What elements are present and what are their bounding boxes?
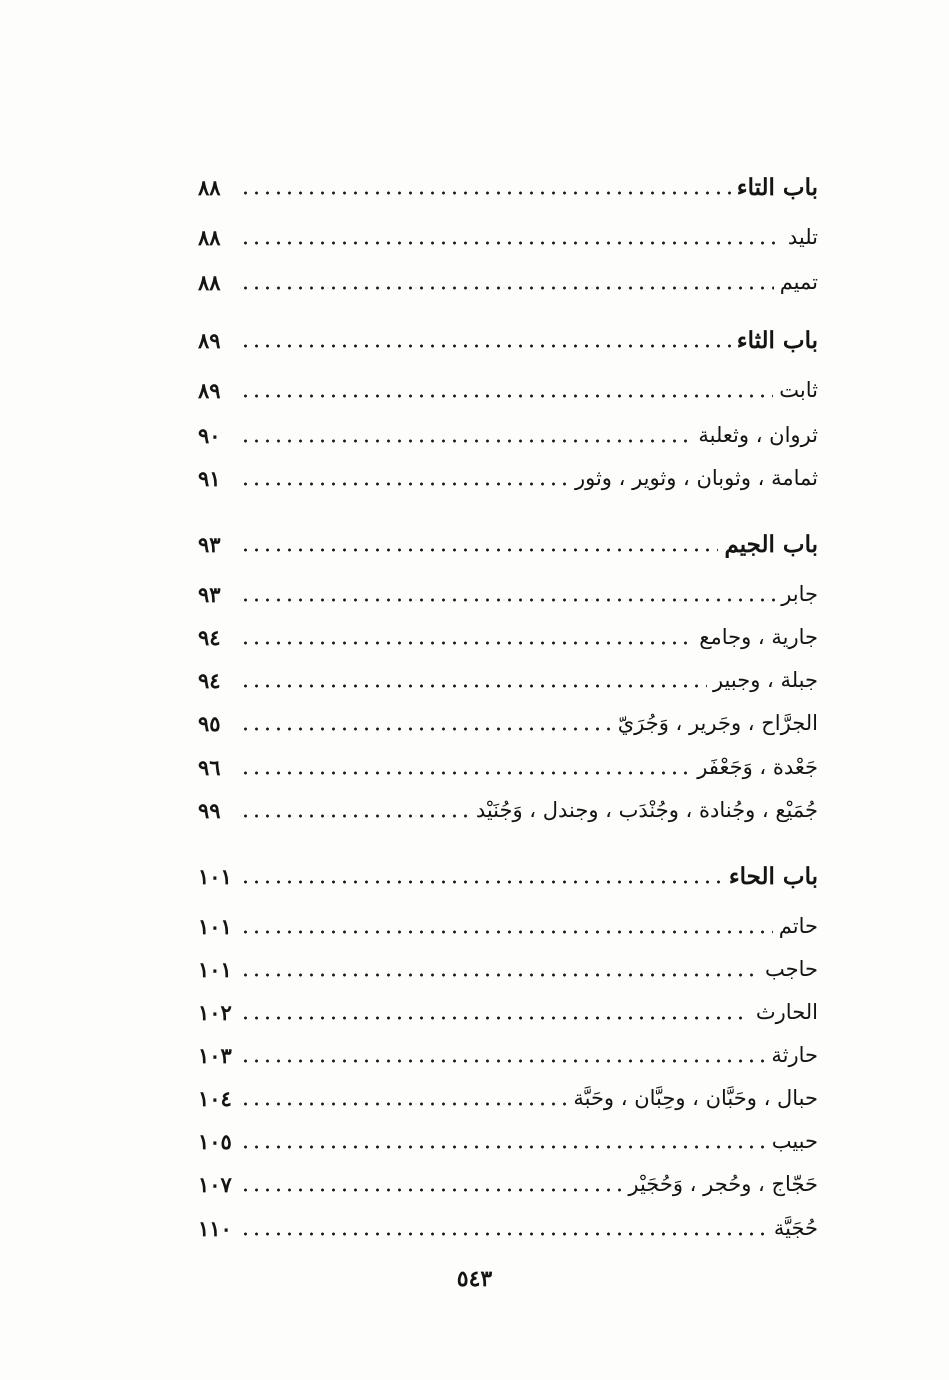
dot-leader	[240, 438, 692, 444]
toc-entry	[198, 748, 818, 786]
toc-entry-page: ٨٨	[198, 269, 221, 295]
dot-leader	[240, 1144, 766, 1150]
toc-entry-title: ثابت	[779, 378, 818, 402]
toc-entry-title: ثروان ، وثعلبة	[698, 423, 818, 447]
dot-leader	[240, 929, 773, 935]
toc-entry-title: تليد	[787, 225, 818, 249]
toc-entry	[198, 263, 818, 301]
toc-entry	[198, 907, 818, 945]
toc-entry-page: ٩٠	[198, 422, 221, 448]
toc-entry-title: حاجب	[765, 957, 818, 981]
toc-entry-page: ٩٤	[198, 624, 221, 650]
toc-entry-title: ثمامة ، وثوبان ، وثوير ، وثور	[574, 466, 818, 490]
dot-leader	[240, 393, 773, 399]
toc-entry	[198, 704, 818, 742]
dot-leader	[240, 640, 693, 646]
toc-entry-page: ٩١	[198, 465, 221, 491]
toc-section-heading	[198, 525, 818, 563]
dot-leader	[240, 972, 759, 978]
toc-entry-page: ٨٩	[198, 327, 221, 353]
toc-entry	[198, 950, 818, 988]
toc-entry-title: جابر	[781, 582, 818, 606]
toc-entry-page: ١٠١	[198, 956, 232, 982]
toc-entry	[198, 416, 818, 454]
dot-leader	[240, 770, 691, 776]
dot-leader	[240, 726, 612, 732]
toc-entry-page: ٨٨	[198, 174, 221, 200]
toc-entry-page: ١١٠	[198, 1215, 232, 1241]
dot-leader	[240, 1101, 567, 1107]
dot-leader	[240, 1058, 765, 1064]
toc-entry	[198, 1079, 818, 1117]
toc-entry	[198, 1165, 818, 1203]
toc-entry-page: ٩٥	[198, 710, 221, 736]
toc-entry-title: جارية ، وجامع	[699, 625, 818, 649]
dot-leader	[240, 481, 569, 487]
dot-leader	[240, 813, 470, 819]
dot-leader	[240, 190, 731, 196]
toc-entry-title: باب الحاء	[728, 862, 818, 890]
toc-section-heading	[198, 857, 818, 895]
toc-entry-title: حُجَيَّة	[773, 1216, 818, 1240]
dot-leader	[240, 1231, 768, 1237]
toc-entry-title: باب الثاء	[736, 326, 818, 354]
toc-entry-page: ٨٨	[198, 224, 221, 250]
toc-entry-title: حبال ، وحَبَّان ، وحِبَّان ، وحَبَّة	[573, 1086, 818, 1110]
toc-entry-page: ١٠٢	[198, 999, 232, 1025]
toc-entry-page: ٨٩	[198, 377, 221, 403]
toc-entry	[198, 575, 818, 613]
toc-entry-page: ١٠٧	[198, 1171, 232, 1197]
dot-leader	[240, 547, 718, 553]
page-number: ٥٤٣	[456, 1266, 493, 1292]
toc-section-heading	[198, 321, 818, 359]
toc-entry	[198, 993, 818, 1031]
toc-entry-page: ١٠١	[198, 913, 232, 939]
toc-entry-title: باب التاء	[736, 173, 818, 201]
toc-entry-title: جَعْدة ، وَجَعْفَر	[697, 755, 818, 779]
dot-leader	[240, 240, 782, 246]
toc-entry-title: حبيب	[771, 1129, 818, 1153]
toc-entry-title: الجرَّاح ، وجَرير ، وَجُرَيّ	[617, 711, 818, 735]
toc-entry	[198, 791, 818, 829]
toc-entry-page: ١٠٤	[198, 1085, 232, 1111]
dot-leader	[240, 597, 775, 603]
dot-leader	[240, 343, 731, 349]
toc-entry	[198, 371, 818, 409]
toc-section-heading	[198, 168, 818, 206]
dot-leader	[240, 1015, 750, 1021]
toc-entry-page: ٩٣	[198, 531, 221, 557]
dot-leader	[240, 879, 723, 885]
toc-entry-title: جبلة ، وجبير	[712, 668, 818, 692]
toc-entry-page: ٩٣	[198, 581, 221, 607]
toc-entry-page: ١٠٥	[198, 1128, 232, 1154]
toc-entry-page: ١٠١	[198, 863, 232, 889]
toc-entry-title: حَجّاج ، وحُجر ، وَحُجَيْر	[628, 1172, 818, 1196]
dot-leader	[240, 285, 774, 291]
toc-entry	[198, 1036, 818, 1074]
toc-entry-title: حارثة	[771, 1043, 818, 1067]
dot-leader	[240, 1187, 622, 1193]
toc-entry-title: تميم	[779, 270, 818, 294]
toc-entry-page: ٩٦	[198, 754, 221, 780]
toc-entry	[198, 618, 818, 656]
toc-entry-title: باب الجيم	[724, 530, 818, 558]
toc-entry	[198, 1122, 818, 1160]
toc-entry-page: ٩٩	[198, 797, 221, 823]
toc-entry-page: ٩٤	[198, 667, 221, 693]
toc-entry	[198, 1209, 818, 1247]
dot-leader	[240, 683, 707, 689]
toc-entry	[198, 218, 818, 256]
toc-entry	[198, 459, 818, 497]
toc-entry-page: ١٠٣	[198, 1042, 232, 1068]
toc-entry	[198, 661, 818, 699]
toc-entry-title: حاتم	[778, 914, 818, 938]
toc-entry-title: جُمَيْع ، وجُنادة ، وجُنْدَب ، وجندل ، وَجُنَيْد	[475, 798, 818, 822]
toc-entry-title: الحارث	[755, 1000, 818, 1024]
